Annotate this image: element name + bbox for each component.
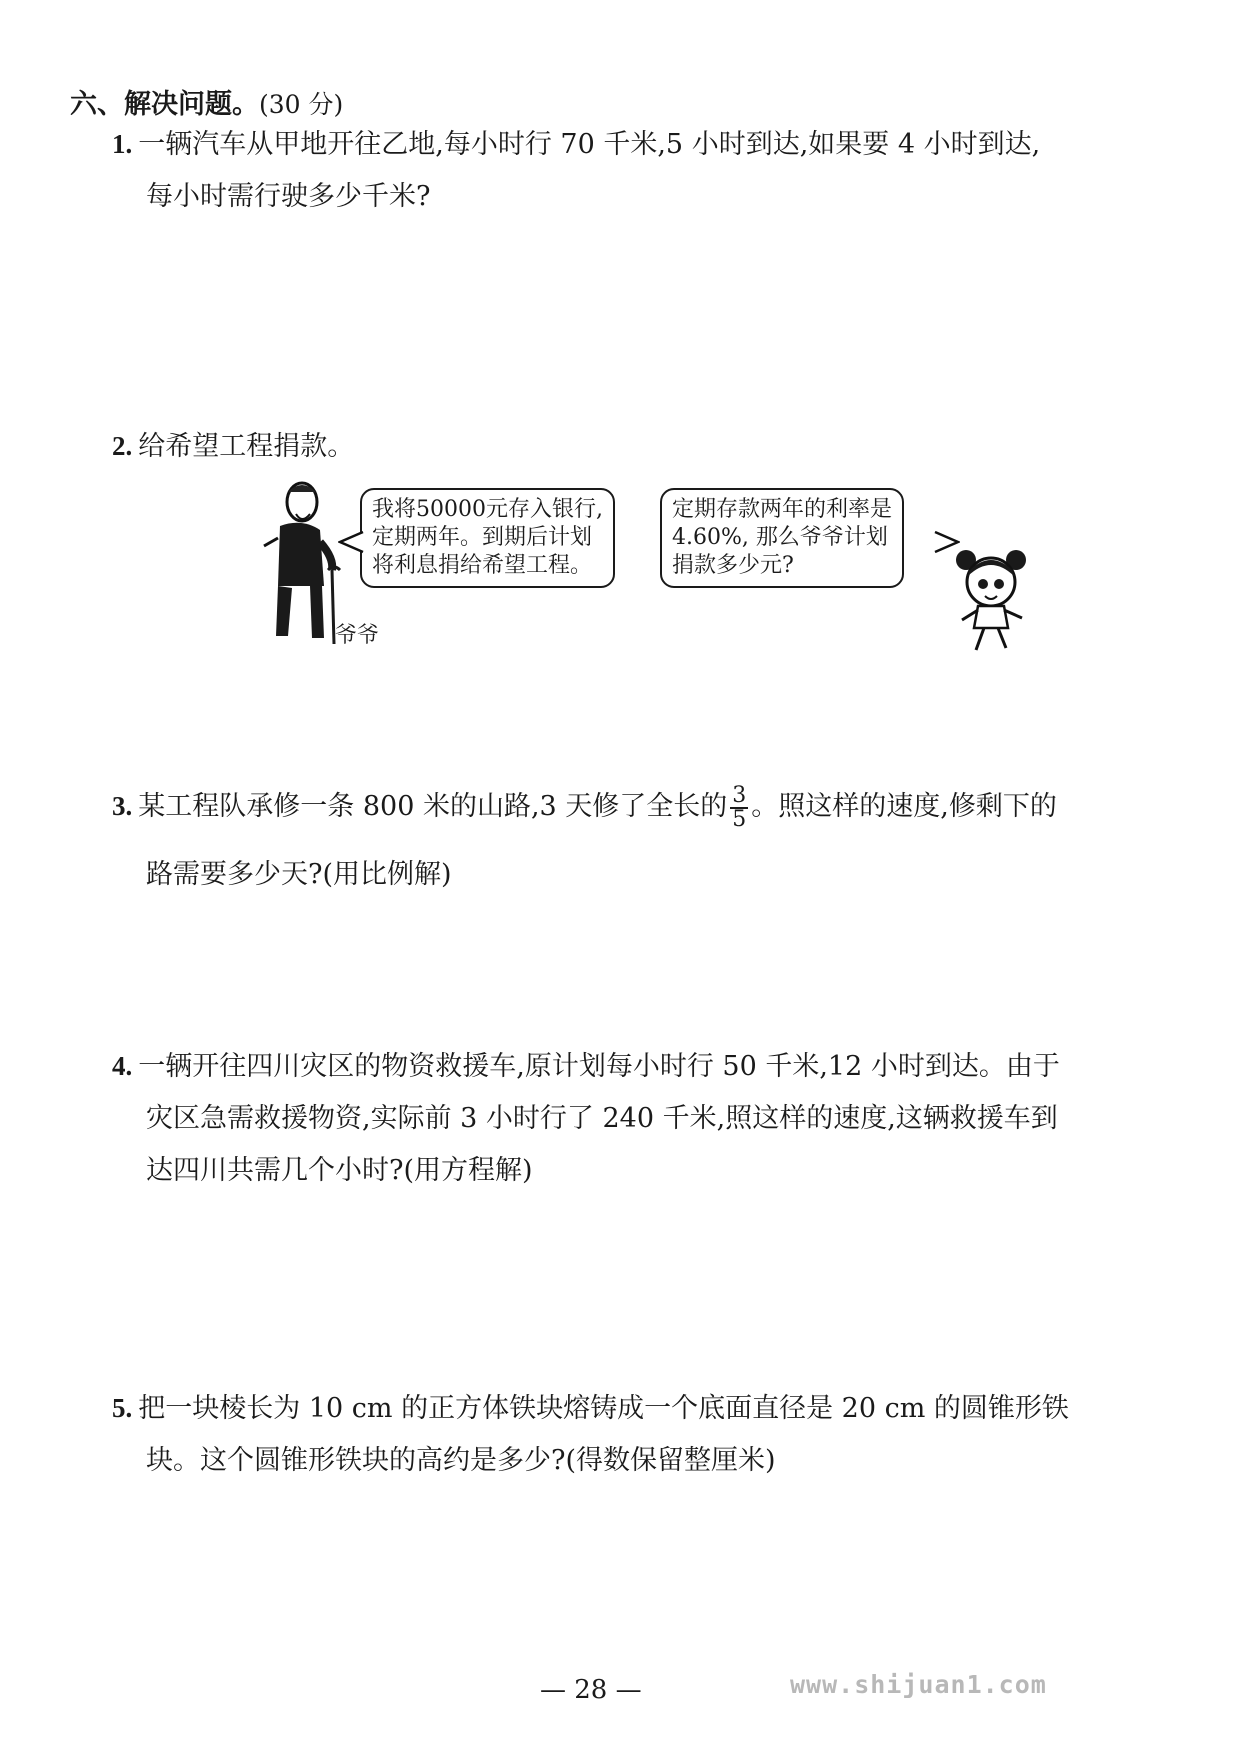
bubble-line: 捐款多少元?: [672, 553, 794, 578]
fraction-three-fifths: [730, 782, 748, 832]
question-text: 路需要多少天?(用比例解): [146, 859, 452, 890]
bubble-line: 定期存款两年的利率是: [672, 497, 893, 522]
section-title: 六、解决问题。: [70, 89, 259, 120]
section-score: (30 分): [259, 90, 344, 119]
question-number: 4.: [112, 1051, 133, 1081]
girl-speech-bubble: [660, 488, 904, 588]
question-text: 。照这样的速度,修剩下的: [751, 791, 1057, 822]
question-text: 每小时需行驶多少千米?: [146, 181, 431, 212]
question-text: 块。这个圆锥形铁块的高约是多少?(得数保留整厘米): [146, 1445, 776, 1476]
question-text: 一辆开往四川灾区的物资救援车,原计划每小时行 50 千米,12 小时到达。由于: [138, 1051, 1060, 1082]
question-text: 一辆汽车从甲地开往乙地,每小时行 70 千米,5 小时到达,如果要 4 小时到达,: [138, 129, 1041, 160]
section-heading: [70, 82, 343, 121]
grandpa-bubble-tail: [338, 530, 364, 554]
question-2: [112, 420, 1157, 473]
bubble-line: 将利息捐给希望工程。: [372, 553, 593, 578]
question-1: [112, 118, 1157, 223]
question-number: 3.: [112, 791, 133, 821]
question-3: [112, 776, 1157, 901]
question-5: [112, 1382, 1157, 1487]
question-text: 给希望工程捐款。: [138, 431, 355, 462]
question-number: 5.: [112, 1393, 133, 1423]
girl-illustration: [952, 548, 1030, 656]
bubble-line: 定期两年。到期后计划: [372, 525, 593, 550]
question-number: 1.: [112, 129, 133, 159]
question-number: 2.: [112, 431, 133, 461]
page-number: — 28 —: [540, 1675, 642, 1705]
watermark: www.shijuan1.com: [790, 1670, 1047, 1699]
fraction-numerator: 3: [732, 782, 747, 808]
question-text: 灾区急需救援物资,实际前 3 小时行了 240 千米,照这样的速度,这辆救援车到: [146, 1103, 1058, 1134]
grandpa-label: 爷爷: [335, 623, 380, 648]
question-4: [112, 1040, 1157, 1197]
fraction-denominator: 5: [732, 806, 747, 832]
question-text: 把一块棱长为 10 cm 的正方体铁块熔铸成一个底面直径是 20 cm 的圆锥形铁: [138, 1393, 1069, 1424]
bubble-line: 我将50000元存入银行,: [372, 497, 603, 522]
grandpa-speech-bubble: [360, 488, 615, 588]
question-text: 某工程队承修一条 800 米的山路,3 天修了全长的: [138, 791, 728, 822]
question-text: 达四川共需几个小时?(用方程解): [146, 1155, 533, 1186]
bubble-line: 4.60%, 那么爷爷计划: [672, 525, 888, 550]
